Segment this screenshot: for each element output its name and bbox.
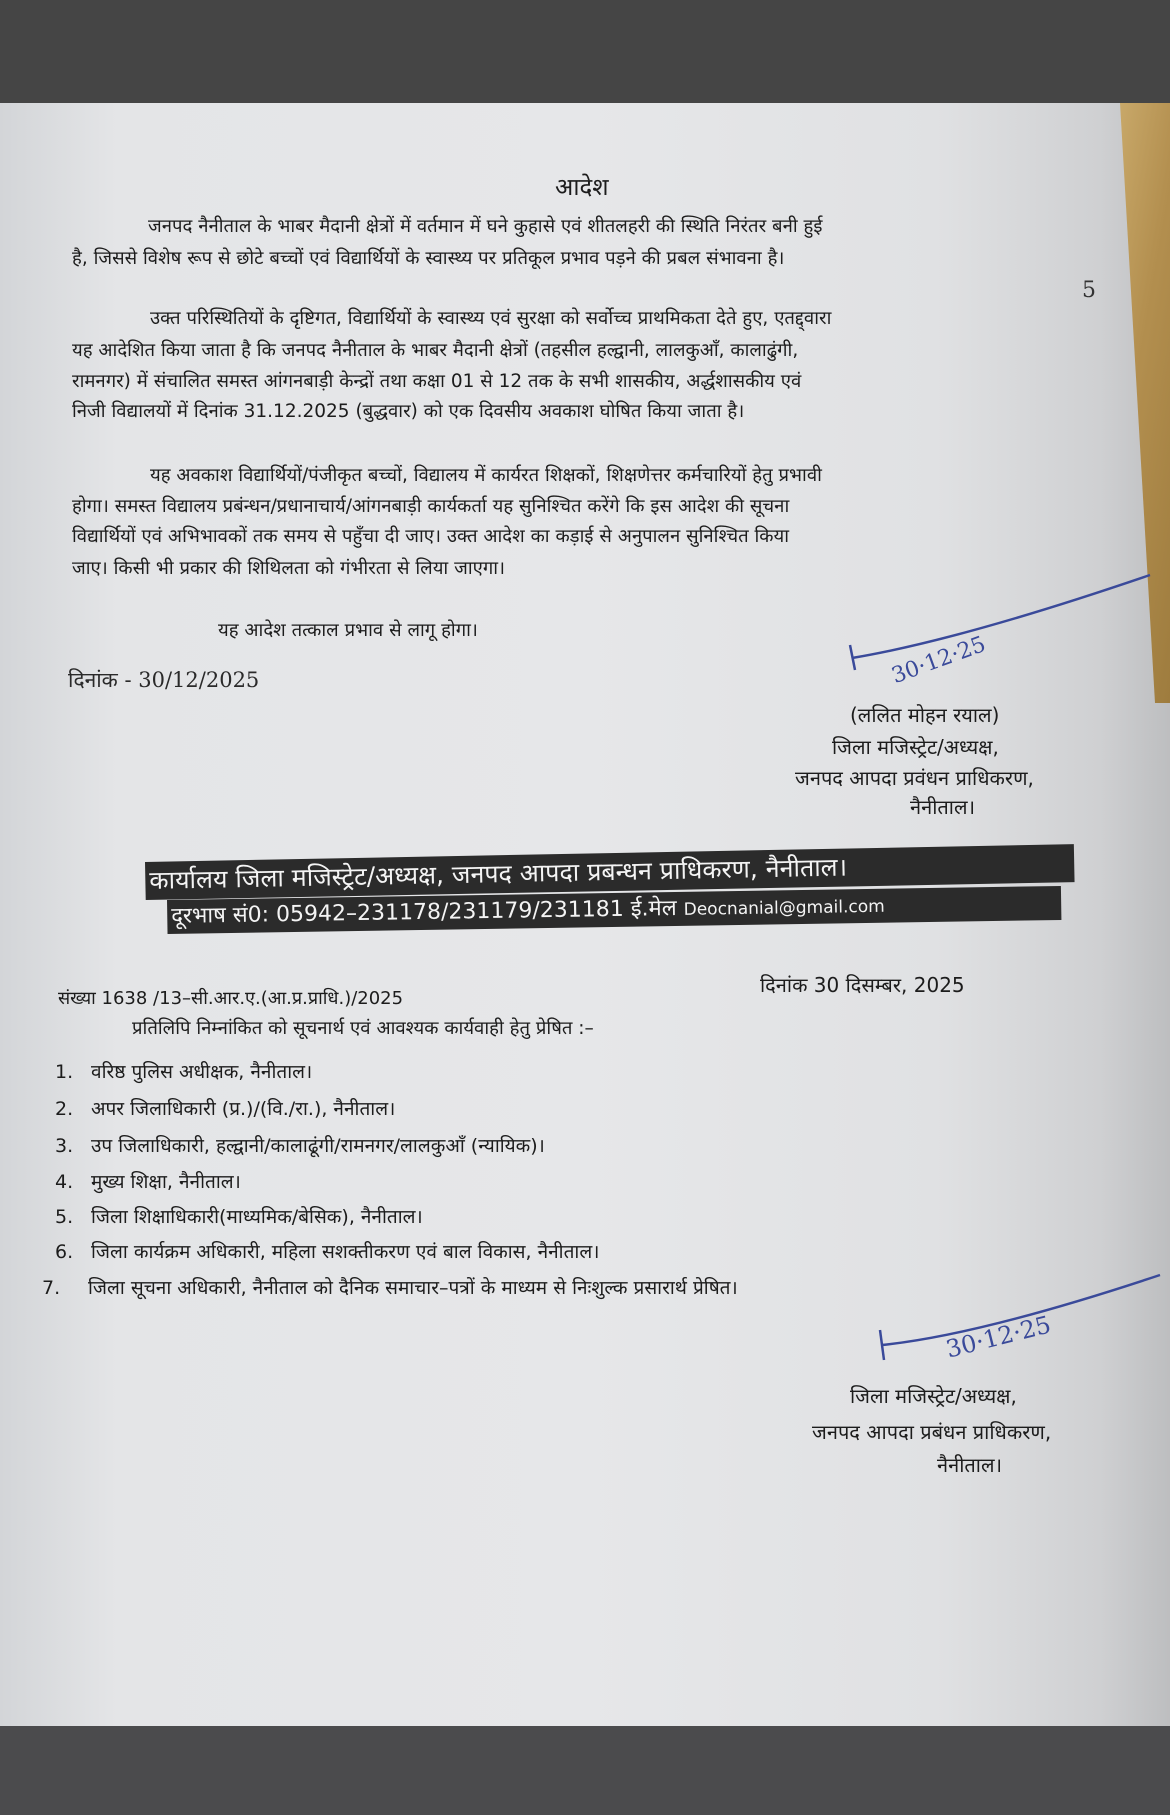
office-banner-title: कार्यालय जिला मजिस्ट्रेट/अध्यक्ष, जनपद आपदा प्रबन्धन प्राधिकरण, नैनीताल।: [145, 844, 1075, 900]
signatory-name: (ललित मोहन रयाल): [850, 703, 1000, 727]
signature-2-handwritten-date: 30·12·25: [943, 1310, 1054, 1364]
paragraph-2-line-3: रामनगर) में संचालित समस्त आंगनबाड़ी केन्द्रों तथा कक्षा 01 से 12 तक के सभी शासकीय, अर्द्धशासकीय एवं: [72, 371, 802, 392]
copy-list-item-4: 4. मुख्य शिक्षा, नैनीताल।: [55, 1171, 241, 1193]
copy-list-item-3: 3. उप जिलाधिकारी, हल्द्वानी/कालाढूंगी/रामनगर/लालकुआँ (न्यायिक)।: [55, 1135, 545, 1157]
order-date: दिनांक - 30/12/2025: [68, 668, 260, 692]
signature-2-designation-1: जिला मजिस्ट्रेट/अध्यक्ष,: [850, 1384, 1017, 1408]
top-frame-bar: [0, 0, 1170, 103]
copy-list-item-7: 7. जिला सूचना अधिकारी, नैनीताल को दैनिक समाचार–पत्रों के माध्यम से निःशुल्क प्रसारार्थ प्रेषित।: [42, 1277, 738, 1299]
copy-list-item-5: 5. जिला शिक्षाधिकारी(माध्यमिक/बेसिक), नैनीताल।: [55, 1206, 423, 1228]
office-phone-label: दूरभाष सं0: 05942–231178/231179/231181 ई.मेल: [171, 895, 677, 929]
paragraph-2-line-1: उक्त परिस्थितियों के दृष्टिगत, विद्यार्थियों के स्वास्थ्य एवं सुरक्षा को सर्वोच्च प्राथमिकता देते हुए, एतद्द्वारा: [150, 308, 832, 329]
effect-line: यह आदेश तत्काल प्रभाव से लागू होगा।: [218, 620, 478, 641]
paragraph-1-line-1: जनपद नैनीताल के भाबर मैदानी क्षेत्रों में वर्तमान में घने कुहासे एवं शीतलहरी की स्थिति निरंतर बनी हुई: [148, 216, 823, 237]
signature-1-stroke-icon: [840, 570, 1170, 690]
paragraph-1-line-2: है, जिससे विशेष रूप से छोटे बच्चों एवं विद्यार्थियों के स्वास्थ्य पर प्रतिकूल प्रभाव पड़ने की प्रबल संभावना है।: [72, 248, 785, 269]
signature-2-stroke-icon: [870, 1265, 1170, 1365]
copy-list-item-2: 2. अपर जिलाधिकारी (प्र.)/(वि./रा.), नैनीताल।: [55, 1098, 396, 1120]
signature-2-place: नैनीताल।: [937, 1453, 1003, 1477]
copy-list-item-1: 1. वरिष्ठ पुलिस अधीक्षक, नैनीताल।: [55, 1061, 313, 1083]
paragraph-2-line-4: निजी विद्यालयों में दिनांक 31.12.2025 (बुद्धवार) को एक दिवसीय अवकाश घोषित किया जाता है।: [72, 401, 745, 422]
paragraph-3-line-2: होगा। समस्त विद्यालय प्रबंन्धन/प्रधानाचार्य/आंगनबाड़ी कार्यकर्ता यह सुनिश्चित करेंगे कि इस आदेश की सूचना: [72, 496, 790, 517]
signature-2-designation-2: जनपद आपदा प्रबंधन प्राधिकरण,: [812, 1420, 1052, 1444]
paragraph-3-line-3: विद्यार्थियों एवं अभिभावकों तक समय से पहुँचा दी जाए। उक्त आदेश का कड़ाई से अनुपालन सुनिश्चित किया: [72, 526, 790, 547]
document-title: आदेश: [555, 173, 609, 201]
office-email: Deocnanial@gmail.com: [683, 896, 885, 920]
copy-intro: प्रतिलिपि निम्नांकित को सूचनार्थ एवं आवश्यक कार्यवाही हेतु प्रेषित :–: [132, 1018, 594, 1039]
reference-number: संख्या 1638 /13–सी.आर.ए.(आ.प्र.प्राधि.)/2025: [58, 988, 404, 1009]
bottom-frame-bar: [0, 1726, 1170, 1815]
signature-1-place: नैनीताल।: [910, 795, 976, 819]
paragraph-3-line-4: जाए। किसी भी प्रकार की शिथिलता को गंभीरता से लिया जाएगा।: [72, 558, 506, 579]
signature-1-designation-2: जनपद आपदा प्रवंधन प्राधिकरण,: [795, 766, 1034, 790]
signature-1-designation-1: जिला मजिस्ट्रेट/अध्यक्ष,: [832, 735, 999, 759]
copy-list-item-6: 6. जिला कार्यक्रम अधिकारी, महिला सशक्तीकरण एवं बाल विकास, नैनीताल।: [55, 1241, 600, 1263]
paragraph-2-line-2: यह आदेशित किया जाता है कि जनपद नैनीताल के भाबर मैदानी क्षेत्रों (तहसील हल्द्वानी, लालकुआँ, कालाढुंगी,: [72, 340, 799, 361]
reference-date: दिनांक 30 दिसम्बर, 2025: [760, 973, 965, 997]
paragraph-3-line-1: यह अवकाश विद्यार्थियों/पंजीकृत बच्चों, विद्यालय में कार्यरत शिक्षकों, शिक्षणेत्तर कर्मचारियों हेतु प्रभावी: [150, 465, 822, 486]
handwritten-mark: 5: [1082, 278, 1096, 303]
signature-1-handwritten-date: 30·12·25: [888, 632, 990, 690]
